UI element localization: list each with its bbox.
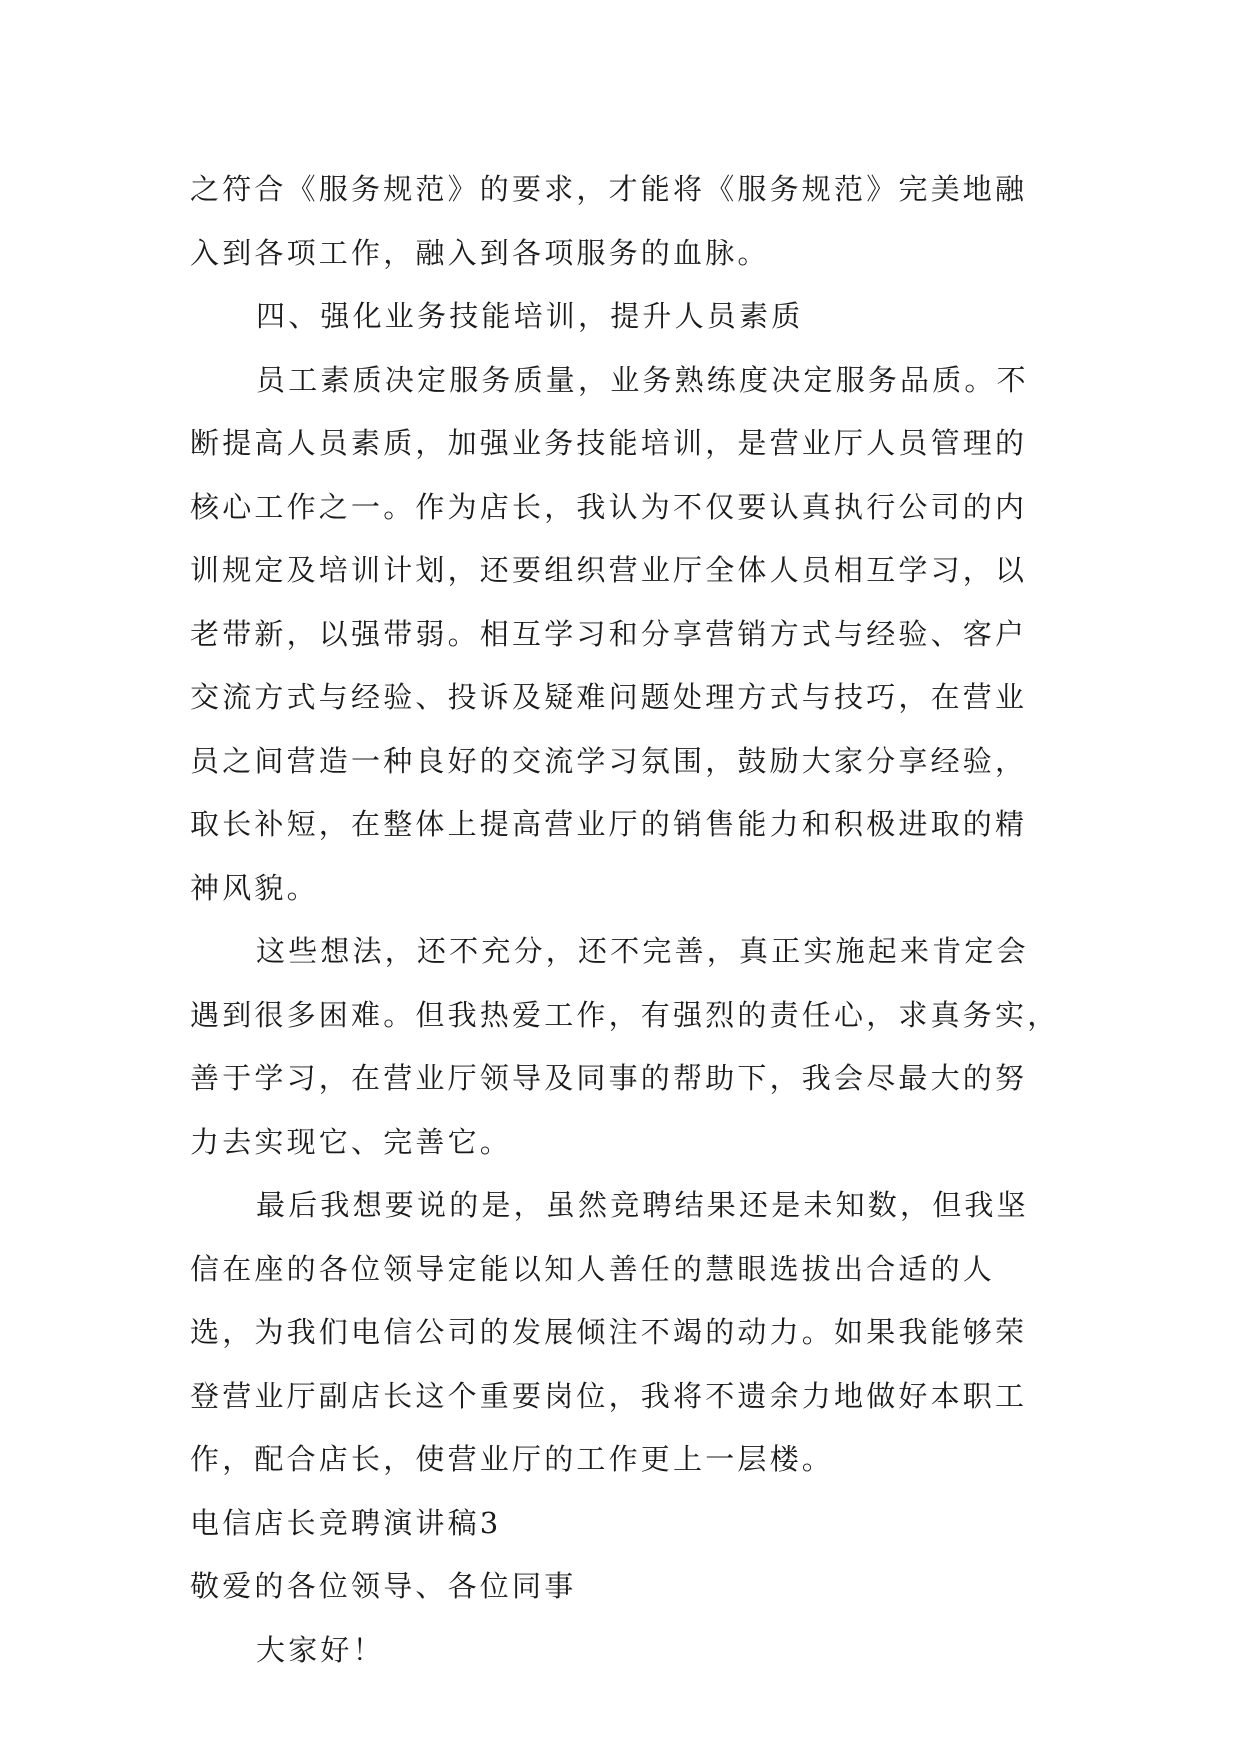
text-line: 员工素质决定服务质量，业务熟练度决定服务品质。不 (256, 362, 1029, 397)
text-line: 选，为我们电信公司的发展倾注不竭的动力。如果我能够荣 (190, 1315, 1028, 1349)
text-line: 遇到很多困难。但我热爱工作，有强烈的责任心，求真务实， (190, 997, 1060, 1032)
text-line: 核心工作之一。作为店长，我认为不仅要认真执行公司的内 (190, 489, 1028, 524)
text-line: 取长补短，在整体上提高营业厅的销售能力和积极进取的精 (190, 807, 1028, 841)
document-body (190, 158, 1070, 1682)
text-line: 训规定及培训计划，还要组织营业厅全体人员相互学习，以 (190, 553, 1028, 587)
text-line: 老带新，以强带弱。相互学习和分享营销方式与经验、客户 (190, 616, 1028, 651)
text-line: 力去实现它、完善它。 (190, 1124, 513, 1159)
text-line: 神风貌。 (190, 870, 319, 905)
speech-title: 电信店长竞聘演讲稿3 (190, 1505, 502, 1540)
salutation: 敬爱的各位领导、各位同事 (190, 1569, 577, 1603)
text-line: 这些想法，还不充分，还不完善，真正实施起来肯定会 (256, 934, 1029, 968)
text-line: 入到各项工作，融入到各项服务的血脉。 (190, 235, 770, 270)
text-line: 作，配合店长，使营业厅的工作更上一层楼。 (190, 1442, 835, 1476)
text-line: 交流方式与经验、投诉及疑难问题处理方式与技巧，在营业 (190, 680, 1028, 714)
section-heading: 四、强化业务技能培训，提升人员素质 (256, 299, 804, 333)
text-line: 善于学习，在营业厅领导及同事的帮助下，我会尽最大的努 (190, 1061, 1028, 1095)
greeting: 大家好！ (256, 1632, 385, 1667)
text-line: 员之间营造一种良好的交流学习氛围，鼓励大家分享经验， (190, 743, 1028, 778)
text-line: 信在座的各位领导定能以知人善任的慧眼选拔出合适的人 (190, 1251, 996, 1286)
text-line: 断提高人员素质，加强业务技能培训，是营业厅人员管理的 (190, 426, 1028, 460)
text-line: 登营业厅副店长这个重要岗位，我将不遗余力地做好本职工 (190, 1378, 1028, 1413)
text-line: 之符合《服务规范》的要求，才能将《服务规范》完美地融 (190, 172, 1028, 206)
text-line: 最后我想要说的是，虽然竞聘结果还是未知数，但我坚 (256, 1188, 1029, 1222)
